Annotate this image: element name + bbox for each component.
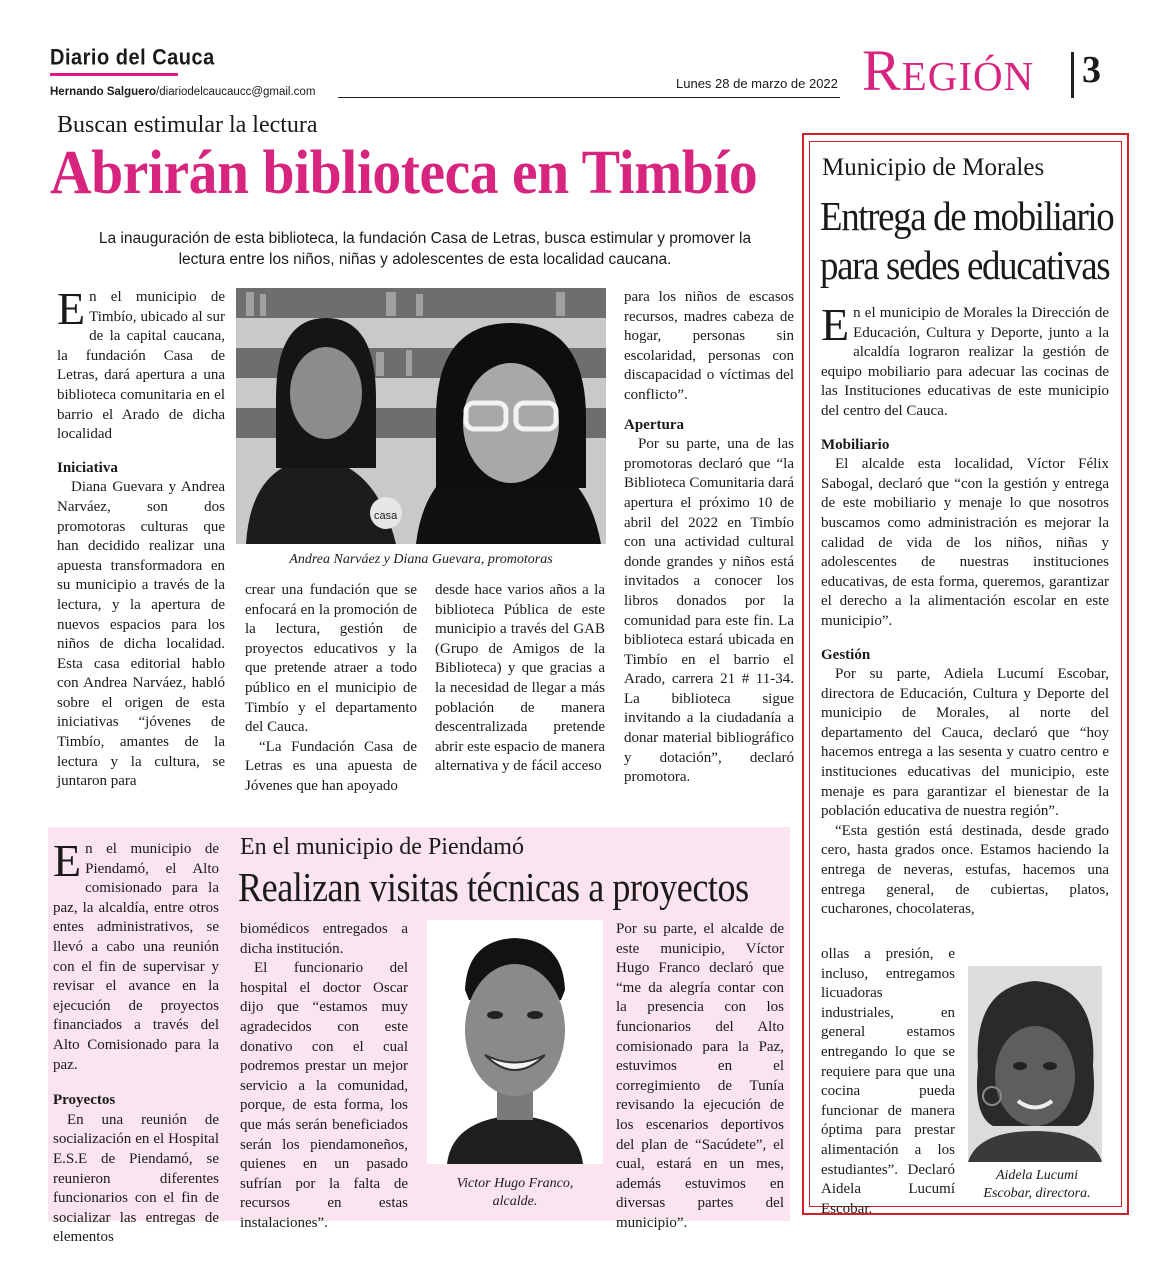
caption-line: Aidela Lucumi — [995, 1168, 1079, 1183]
subheading: Mobiliario — [821, 436, 890, 453]
paragraph: “Esta gestión está destinada, desde grado cero, hasta grados once. Estamos haciendo la entrega de neveras, estufas, hacemos una entrega general, de cubiertas, platos, cucharones, chocolateras, — [821, 822, 1109, 918]
paragraph: n el municipio de Timbío, ubicado al sur de la capital caucana, la fundación Casa de Letras, dará apertura a una biblioteca comunitaria en el barrio el Arado de dicha localidad — [57, 289, 225, 443]
paragraph: En una reunión de socialización en el Hospital E.S.E de Piendamó, se reunieron diferentes funcionarios con el fin de socializar las entregas de elementos — [53, 1111, 219, 1246]
paragraph: ollas a presión, e incluso, entregamos licuadoras industriales, en general estamos entregando lo que se requiere para que una cocina pueda funcionar de manera óptima para prestar alimentación a los estudiantes”. Declaró Aidela Lucumí Escobar. — [821, 946, 955, 1217]
caption-line: alcalde. — [492, 1194, 538, 1209]
bottom-column-1 — [53, 835, 219, 1248]
author-name: Hernando Salguero — [50, 86, 157, 98]
subheading: Gestión — [821, 646, 871, 663]
paragraph: n el municipio de Morales la Dirección de Educación, Cultura y Deporte, junto a la alcaldía lograron realizar la gestión de equipo mobiliario para adecuar las cocinas de las Instituciones educativas de este municipio del centro del Cauca. — [821, 305, 1109, 419]
page-number: 3 — [1082, 49, 1101, 91]
article-headline: Abrirán biblioteca en Timbío — [50, 139, 758, 207]
paragraph: biomédicos entregados a dicha institución. — [240, 921, 408, 957]
bottom-headline: Realizan visitas técnicas a proyectos — [238, 864, 749, 910]
drop-cap: E — [57, 283, 86, 334]
article-column-4 — [624, 288, 794, 788]
article-lead: La inauguración de esta biblioteca, la fundación Casa de Letras, busca estimular y promover la lectura entre los niños, niñas y adolescentes de esta localidad caucana. — [98, 230, 752, 268]
masthead: Diario del Cauca — [50, 45, 215, 71]
mayor-caption — [427, 1175, 603, 1211]
byline — [50, 86, 315, 98]
paragraph: Por su parte, el alcalde de este municipio, Víctor Hugo Franco declaró que “me da alegría contar con la presencia con los funcionarios del Alto comisionado para la Paz, estuvimos en el corregimiento de Tunía revisando la ejecución de los escenarios deportivos del plan de “Sacúdete”, el cual, estará en un mes, además estuvimos en diversas partes del municipio”. — [616, 921, 784, 1231]
issue-date: Lunes 28 de marzo de 2022 — [676, 76, 838, 91]
paragraph: n el municipio de Piendamó, el Alto comisionado para la paz, la alcaldía, entre otros entes administrativos, se llevó a cabo una reunión con el fin de supervisar y revisar el avance en la ejecución de proyectos financiados a través del Alto Comisionado para la paz. — [53, 841, 219, 1073]
header-rule — [338, 97, 840, 98]
paragraph: El alcalde esta localidad, Víctor Félix Sabogal, declaró que “con la gestión y entrega de este mobiliario y menaje lo que nosotros buscamos como administración es mejorar la calidad de vida de los niños, niñas y adolescentes de nuestras instituciones educativas, de esta forma, queremos, garantizar el derecho a la alimentación escolar en este municipio”. — [821, 456, 1109, 629]
subheading: Iniciativa — [57, 459, 118, 476]
photo-caption: Andrea Narváez y Diana Guevara, promotoras — [289, 552, 553, 567]
drop-cap: E — [53, 835, 82, 886]
director-caption — [962, 1167, 1112, 1203]
paragraph: desde hace varios años a la biblioteca Pública de este municipio a través del GAB (Grupo de Amigos de la Biblioteca) y que gracias a la necesidad de llegar a más población de manera descentralizada pretende abrir este espacio de manera alternativa y de fácil acceso — [435, 582, 605, 775]
paragraph: “La Fundación Casa de Letras es una apuesta de Jóvenes que han apoyado — [245, 738, 417, 794]
article-column-1 — [57, 283, 225, 792]
section-title: Región — [862, 38, 1035, 103]
subheading: Proyectos — [53, 1092, 116, 1109]
badge-text: casa — [374, 510, 398, 522]
bottom-column-3 — [616, 920, 784, 1234]
sidebar-body-narrow — [821, 945, 955, 1219]
director-photo — [968, 966, 1102, 1162]
sidebar-body — [821, 299, 1109, 920]
paragraph: Por su parte, Adiela Lucumí Escobar, directora de Educación, Cultura y Deporte del municipio de Morales, al norte del departamento del Cauca, declaró que “hoy hacemos entrega a las sesenta y cuatro centro e instituciones educativas del municipio, este menaje es para garantizar el bienestar de la población educativa de nuestra región”. — [821, 666, 1109, 820]
promoters-photo — [236, 288, 606, 544]
subheading: Apertura — [624, 416, 684, 433]
section-divider — [1071, 52, 1074, 98]
headline-line: Entrega de mobiliario — [820, 193, 1114, 239]
caption-line: Escobar, directora. — [983, 1186, 1091, 1201]
paragraph: crear una fundación que se enfocará en la promoción de la lectura, gestión de proyectos educativos y la que pretende atraer a todo público en el municipio de Timbío y el departamento del Cauca. — [245, 582, 417, 736]
article-kicker: Buscan estimular la lectura — [57, 112, 318, 138]
article-column-2 — [245, 581, 417, 797]
author-email: /diariodelcaucaucc@gmail.com — [156, 86, 316, 98]
paragraph: para los niños de escasos recursos, madres cabeza de hogar, personas sin escolaridad, personas con discapacidad o víctimas del conflicto”. — [624, 289, 794, 403]
article-column-3 — [435, 581, 605, 777]
bottom-kicker: En el municipio de Piendamó — [240, 834, 524, 860]
drop-cap: E — [821, 299, 850, 350]
caption-line: Victor Hugo Franco, — [456, 1176, 574, 1191]
paragraph: Por su parte, una de las promotoras declaró que “la Biblioteca Comunitaria dará apertura el próximo 10 de abril del 2022 en Timbío con una actividad cultural donde grandes y niños está invitados a conocer los libros donados por la comunidad para este fin. La biblioteca estará ubicada en Timbío en el barrio el Arado, carrera 21 # 11-34. La biblioteca sigue invitando a la ciudadanía a donar material bibliográfico y dotación”, declaró promotora. — [624, 436, 794, 786]
paragraph: Diana Guevara y Andrea Narváez, son dos promotoras culturas que han decidido realizar una apuesta transformadora en su municipio a través de la lectura, y la apertura de nuevos espacios para los niños de dicha localidad. Esta casa editorial hablo con Andrea Narváez, habló sobre el origen de esta iniciativas “jóvenes de Timbío, amantes de la lectura y la cultura, se juntaron para — [57, 479, 225, 790]
paragraph: El funcionario del hospital el doctor Oscar dijo que “estamos muy agradecidos con este donativo con el cual podremos prestar un mejor servicio a la comunidad, porque, de esta forma, los que más serán beneficiados serán los piendamoneños, quienes en un pasado sufrían por la falta de recursos en estas instalaciones”. — [240, 960, 408, 1231]
sidebar-headline — [820, 192, 1114, 290]
headline-line: para sedes educativas — [820, 242, 1110, 288]
bottom-column-2 — [240, 920, 408, 1234]
mayor-photo — [427, 920, 603, 1164]
masthead-underline — [50, 73, 178, 76]
sidebar-kicker: Municipio de Morales — [822, 154, 1045, 181]
